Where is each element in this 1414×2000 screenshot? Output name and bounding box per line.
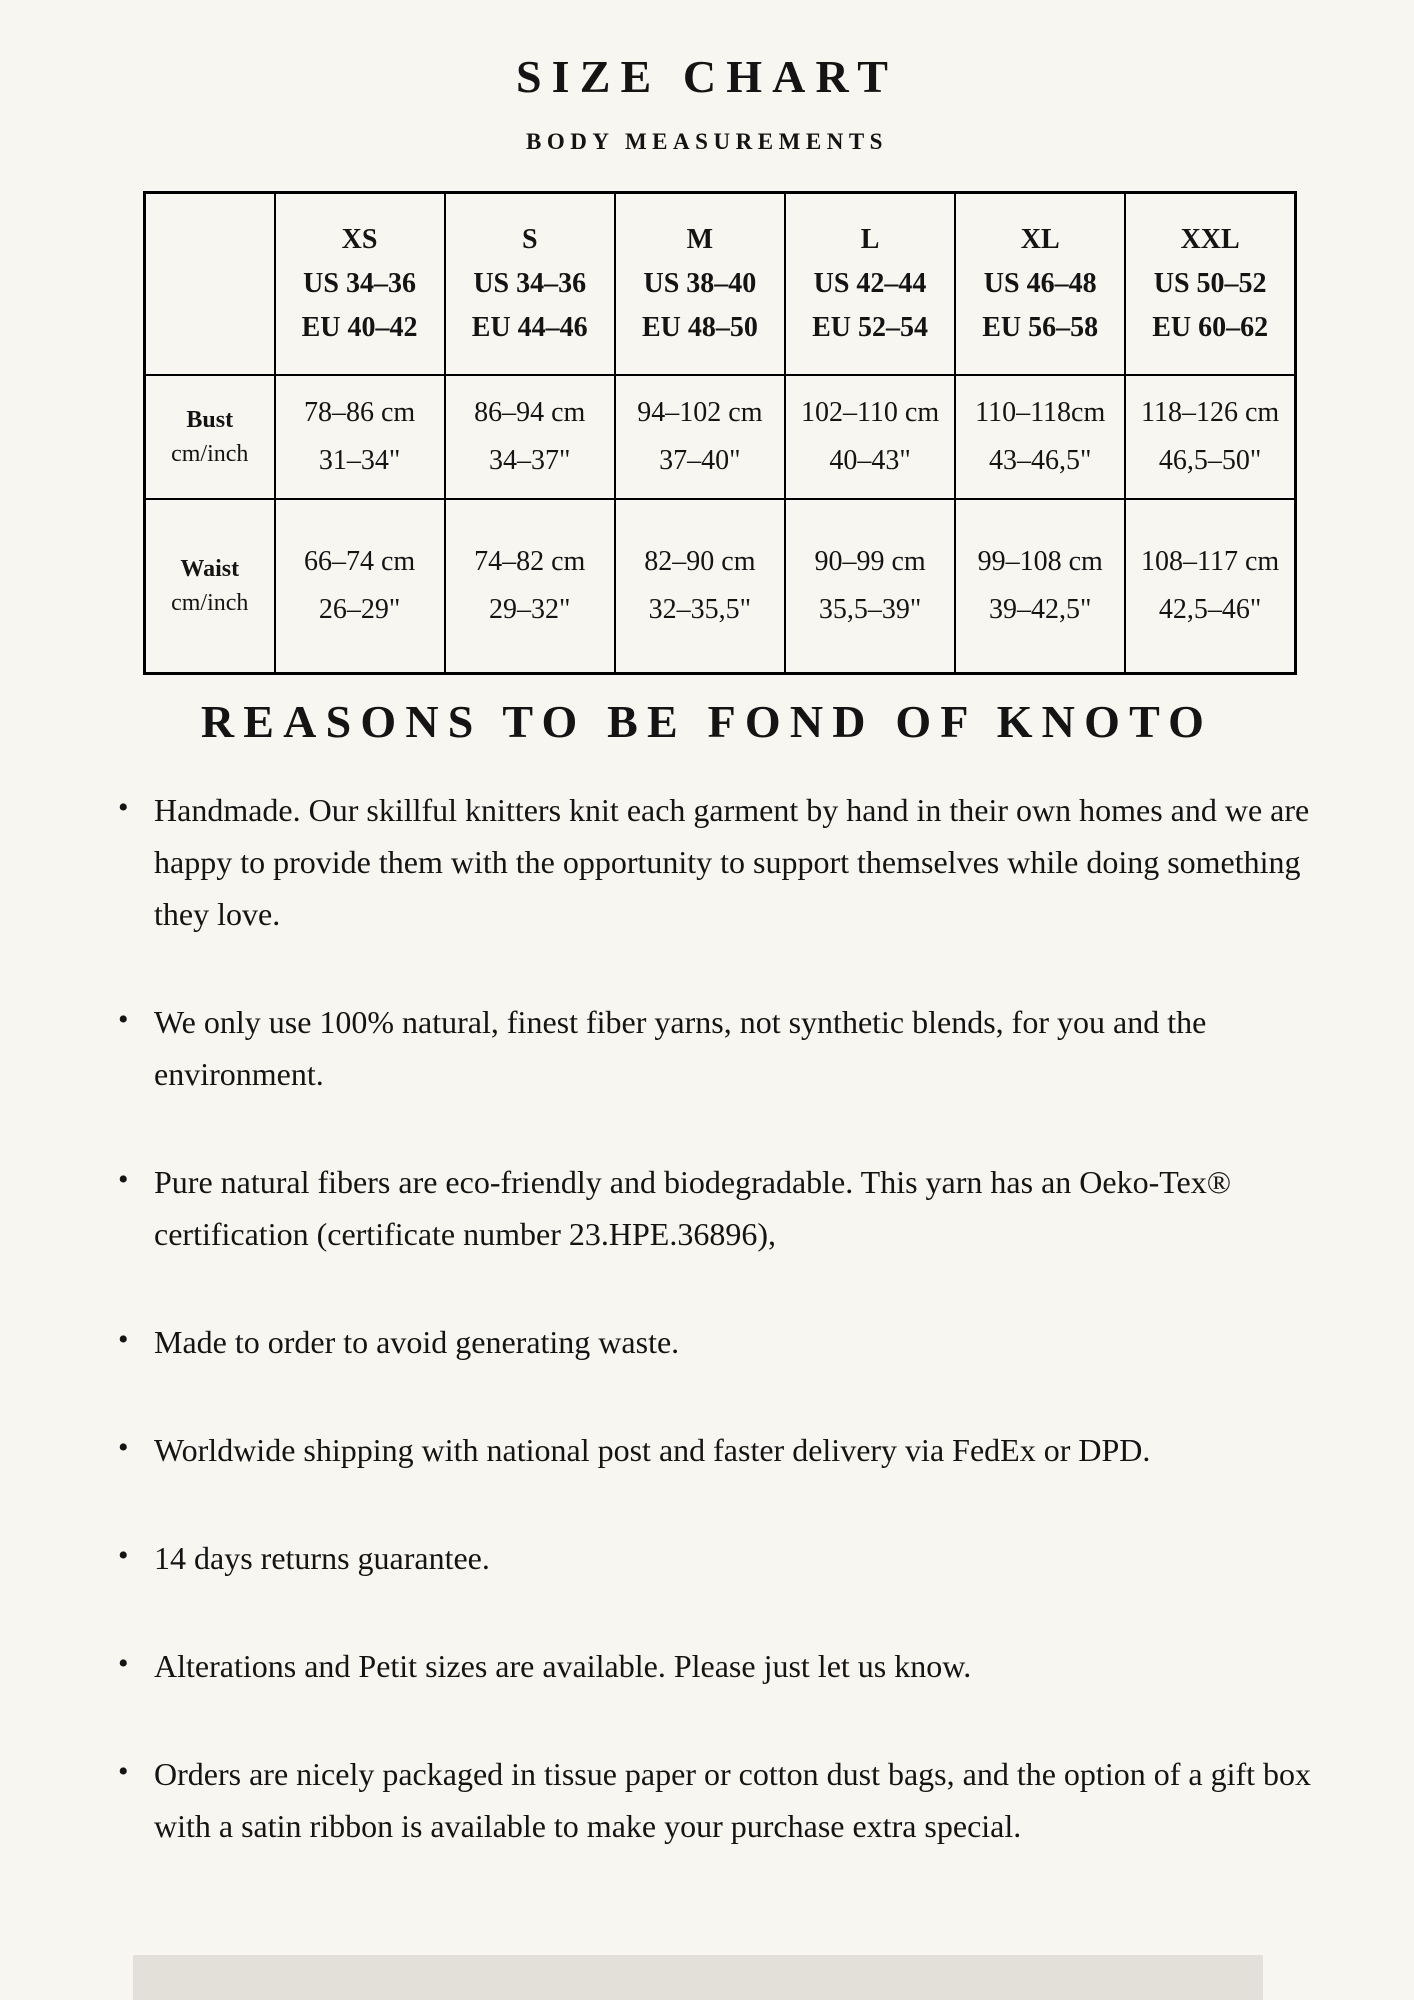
waist-cell-xs	[275, 499, 445, 674]
size-label: S	[521, 224, 538, 255]
reason-text: Worldwide shipping with national post and faster delivery via FedEx or DPD.	[154, 1432, 1151, 1468]
waist-inch: 35,5–39"	[818, 594, 922, 625]
list-item	[118, 1532, 1354, 1584]
page-title: SIZE CHART	[515, 51, 899, 102]
size-label: XS	[341, 224, 378, 255]
waist-cell-m	[615, 499, 785, 674]
bullet-icon: •	[118, 1647, 129, 1680]
row-unit: cm/inch	[171, 441, 249, 467]
reason-text: Made to order to avoid generating waste.	[154, 1324, 680, 1360]
size-column-s	[445, 193, 615, 376]
bullet-icon: •	[118, 791, 129, 824]
reason-text: Alterations and Petit sizes are available. Please just let us know.	[154, 1648, 972, 1684]
size-us: US 34–36	[473, 268, 587, 299]
size-eu: EU 56–58	[982, 312, 1099, 343]
row-label: Waist	[180, 556, 240, 582]
waist-inch: 32–35,5"	[648, 594, 752, 625]
bust-cm: 86–94 cm	[474, 397, 586, 428]
list-item	[118, 996, 1354, 1100]
section-heading: REASONS TO BE FOND OF KNOTO	[200, 696, 1214, 747]
size-column-l	[785, 193, 955, 376]
size-eu: EU 44–46	[471, 312, 588, 343]
list-item	[118, 1640, 1354, 1692]
size-eu: EU 48–50	[641, 312, 758, 343]
bust-cm: 78–86 cm	[303, 397, 416, 428]
waist-row	[145, 499, 1296, 674]
waist-cell-l	[785, 499, 955, 674]
size-us: US 46–48	[983, 268, 1097, 299]
size-column-xxl	[1125, 193, 1295, 376]
reason-text: Orders are nicely packaged in tissue paper or cotton dust bags, and the option of a gift box with a satin ribbon is available to make your purchase extra special.	[154, 1756, 1311, 1844]
waist-cm: 74–82 cm	[474, 546, 586, 577]
waist-row-header	[145, 499, 275, 674]
size-us: US 34–36	[303, 268, 416, 299]
reason-text: 14 days returns guarantee.	[154, 1540, 490, 1576]
bullet-icon: •	[118, 1323, 129, 1356]
list-item	[118, 1316, 1354, 1368]
reason-text: We only use 100% natural, finest fiber yarns, not synthetic blends, for you and the environment.	[154, 1004, 1207, 1092]
bust-inch: 46,5–50"	[1158, 445, 1262, 476]
bust-inch: 31–34"	[318, 445, 401, 476]
size-label: L	[860, 224, 880, 255]
waist-cm: 99–108 cm	[977, 546, 1103, 577]
reasons-list	[118, 784, 1354, 1852]
list-item	[118, 1156, 1354, 1260]
bust-inch: 40–43"	[829, 445, 911, 476]
row-label: Bust	[186, 407, 234, 433]
waist-cell-xl	[955, 499, 1125, 674]
size-chart-table	[143, 191, 1297, 675]
size-us: US 42–44	[813, 268, 927, 299]
size-eu: EU 40–42	[301, 312, 418, 343]
bust-cell-xl	[955, 375, 1125, 499]
reason-text: Handmade. Our skillful knitters knit each garment by hand in their own homes and we are happy to provide them with the opportunity to support themselves while doing something they love.	[154, 792, 1310, 932]
bust-inch: 37–40"	[659, 445, 741, 476]
bust-cm: 118–126 cm	[1141, 397, 1280, 428]
size-column-xs	[275, 193, 445, 376]
bust-cell-s	[445, 375, 615, 499]
waist-inch: 39–42,5"	[988, 594, 1092, 625]
waist-cm: 90–99 cm	[814, 546, 926, 577]
size-column-m	[615, 193, 785, 376]
bullet-icon: •	[118, 1755, 129, 1788]
size-chart-header-row	[145, 193, 1296, 376]
bust-cm: 102–110 cm	[800, 397, 940, 428]
size-eu: EU 52–54	[812, 312, 928, 343]
size-column-xl	[955, 193, 1125, 376]
bust-cell-l	[785, 375, 955, 499]
list-item	[118, 1748, 1354, 1852]
reason-text: Pure natural fibers are eco-friendly and biodegradable. This yarn has an Oeko-Tex® certification (certificate number 23.HPE.36896),	[154, 1164, 1232, 1252]
bullet-icon: •	[118, 1539, 129, 1572]
bust-row-header	[145, 375, 275, 499]
bullet-icon: •	[118, 1003, 129, 1036]
page-subtitle: BODY MEASUREMENTS	[526, 129, 888, 154]
bust-cell-m	[615, 375, 785, 499]
list-item	[118, 784, 1354, 940]
waist-inch: 26–29"	[318, 594, 401, 625]
waist-cm: 82–90 cm	[644, 546, 756, 577]
bust-cell-xs	[275, 375, 445, 499]
size-label: XL	[1020, 224, 1060, 255]
waist-cm: 108–117 cm	[1141, 546, 1280, 577]
bust-cm: 110–118cm	[975, 397, 1106, 428]
list-item	[118, 1424, 1354, 1476]
footer-bar	[133, 1955, 1263, 2000]
size-label: XXL	[1180, 224, 1240, 255]
bust-inch: 43–46,5"	[988, 445, 1092, 476]
waist-cm: 66–74 cm	[303, 546, 416, 577]
bust-cell-xxl	[1125, 375, 1295, 499]
waist-inch: 42,5–46"	[1158, 594, 1262, 625]
size-chart-corner-cell	[145, 193, 275, 376]
row-unit: cm/inch	[171, 590, 249, 616]
size-eu: EU 60–62	[1152, 312, 1269, 343]
bullet-icon: •	[118, 1163, 129, 1196]
waist-inch: 29–32"	[489, 594, 571, 625]
size-label: M	[686, 224, 714, 255]
bullet-icon: •	[118, 1431, 129, 1464]
bust-row	[145, 375, 1296, 499]
waist-cell-s	[445, 499, 615, 674]
size-us: US 38–40	[643, 268, 757, 299]
bust-inch: 34–37"	[489, 445, 571, 476]
size-us: US 50–52	[1153, 268, 1267, 299]
waist-cell-xxl	[1125, 499, 1295, 674]
bust-cm: 94–102 cm	[637, 397, 763, 428]
